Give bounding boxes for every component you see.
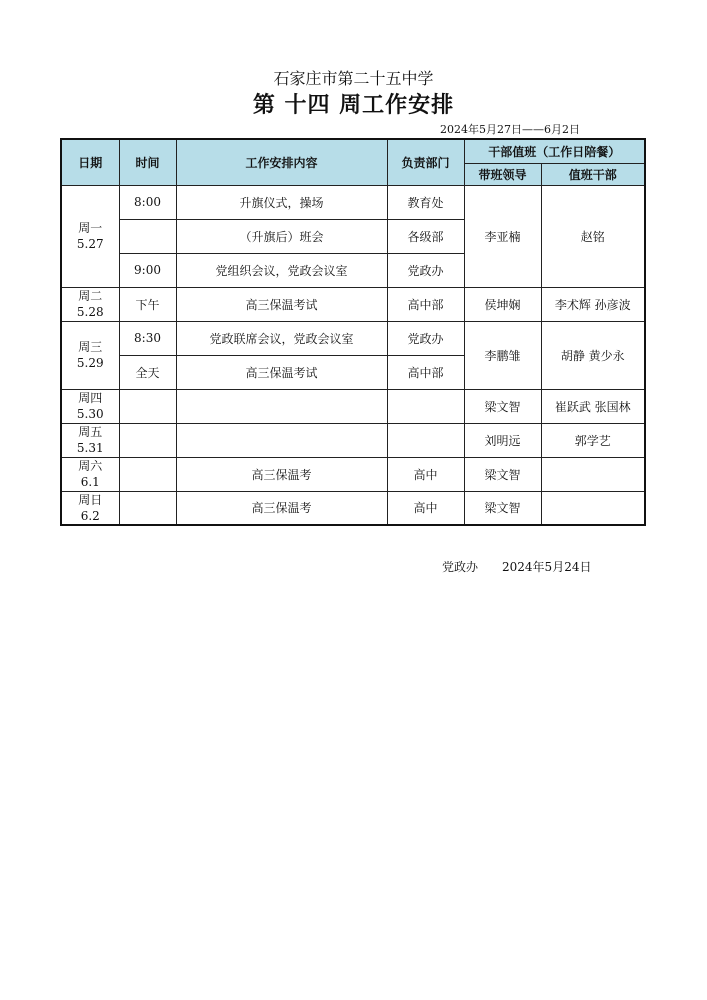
leader-cell: 刘明远 <box>464 423 541 457</box>
footer-date: 2024年5月24日 <box>502 560 592 574</box>
table-row <box>61 321 645 355</box>
content-cell: 党政联席会议，党政会议室 <box>176 321 387 355</box>
table-row <box>61 185 645 219</box>
leader-cell: 侯坤娴 <box>464 287 541 321</box>
content-cell: 高三保温考试 <box>176 355 387 389</box>
header-duty-group: 干部值班（工作日陪餐） <box>464 139 645 163</box>
time-cell: 全天 <box>119 355 176 389</box>
leader-cell: 李鹏雏 <box>464 321 541 389</box>
dept-cell: 党政办 <box>387 321 464 355</box>
leader-cell: 梁文智 <box>464 389 541 423</box>
cadre-cell: 崔跃武 张国林 <box>541 389 645 423</box>
footer <box>442 558 591 575</box>
leader-cell: 李亚楠 <box>464 185 541 287</box>
content-cell: 高三保温考试 <box>176 287 387 321</box>
day-cell <box>61 287 119 321</box>
schedule-table <box>60 138 646 526</box>
dept-cell <box>387 423 464 457</box>
day-date: 5.28 <box>76 305 104 319</box>
content-cell: 高三保温考 <box>176 491 387 525</box>
day-cell <box>61 457 119 491</box>
time-cell: 8:30 <box>119 321 176 355</box>
day-date: 5.30 <box>76 407 104 421</box>
day-date: 5.27 <box>76 237 104 251</box>
dept-cell: 教育处 <box>387 185 464 219</box>
cadre-cell: 胡静 黄少永 <box>541 321 645 389</box>
day-date: 6.2 <box>80 508 100 523</box>
day-cell <box>61 491 119 525</box>
table-row <box>61 491 645 525</box>
day-name: 周四 <box>78 391 103 405</box>
header-dept: 负责部门 <box>387 139 464 185</box>
header-cadre: 值班干部 <box>541 163 645 185</box>
table-row <box>61 287 645 321</box>
cadre-cell <box>541 457 645 491</box>
day-name: 周五 <box>78 425 103 439</box>
school-name: 石家庄市第二十五中学 <box>273 69 434 88</box>
header-row <box>61 139 645 163</box>
content-cell: 升旗仪式，操场 <box>176 185 387 219</box>
day-cell <box>61 321 119 389</box>
header-date: 日期 <box>61 139 119 185</box>
cadre-cell <box>541 491 645 525</box>
dept-cell: 党政办 <box>387 253 464 287</box>
table-row <box>61 423 645 457</box>
leader-cell: 梁文智 <box>464 491 541 525</box>
dept-cell: 高中 <box>387 457 464 491</box>
day-name: 周一 <box>78 221 103 235</box>
table-row <box>61 389 645 423</box>
content-cell: 党组织会议，党政会议室 <box>176 253 387 287</box>
table-row <box>61 457 645 491</box>
cadre-cell: 李术辉 孙彦波 <box>541 287 645 321</box>
header-leader: 带班领导 <box>464 163 541 185</box>
day-date: 6.1 <box>80 475 100 489</box>
dept-cell <box>387 389 464 423</box>
day-name: 周六 <box>78 459 103 473</box>
day-name: 周日 <box>78 492 103 507</box>
day-cell <box>61 185 119 287</box>
cadre-cell: 赵铭 <box>541 185 645 287</box>
content-cell: （升旗后）班会 <box>176 219 387 253</box>
time-cell <box>119 219 176 253</box>
day-cell <box>61 389 119 423</box>
time-cell: 9:00 <box>119 253 176 287</box>
dept-cell: 高中部 <box>387 287 464 321</box>
content-cell <box>176 423 387 457</box>
day-date: 5.29 <box>76 356 104 370</box>
time-cell <box>119 491 176 525</box>
header-content: 工作安排内容 <box>176 139 387 185</box>
day-name: 周二 <box>78 289 103 303</box>
date-range: 2024年5月27日——6月2日 <box>440 123 580 136</box>
time-cell <box>119 457 176 491</box>
leader-cell: 梁文智 <box>464 457 541 491</box>
time-cell <box>119 423 176 457</box>
day-name: 周三 <box>78 340 103 354</box>
day-date: 5.31 <box>76 441 104 455</box>
time-cell <box>119 389 176 423</box>
footer-office: 党政办 <box>442 560 479 574</box>
dept-cell: 高中 <box>387 491 464 525</box>
cadre-cell: 郭学艺 <box>541 423 645 457</box>
dept-cell: 各级部 <box>387 219 464 253</box>
dept-cell: 高中部 <box>387 355 464 389</box>
page-title: 第 十四 周工作安排 <box>252 93 455 118</box>
day-cell <box>61 423 119 457</box>
time-cell: 下午 <box>119 287 176 321</box>
header-time: 时间 <box>119 139 176 185</box>
content-cell <box>176 389 387 423</box>
content-cell: 高三保温考 <box>176 457 387 491</box>
time-cell: 8:00 <box>119 185 176 219</box>
